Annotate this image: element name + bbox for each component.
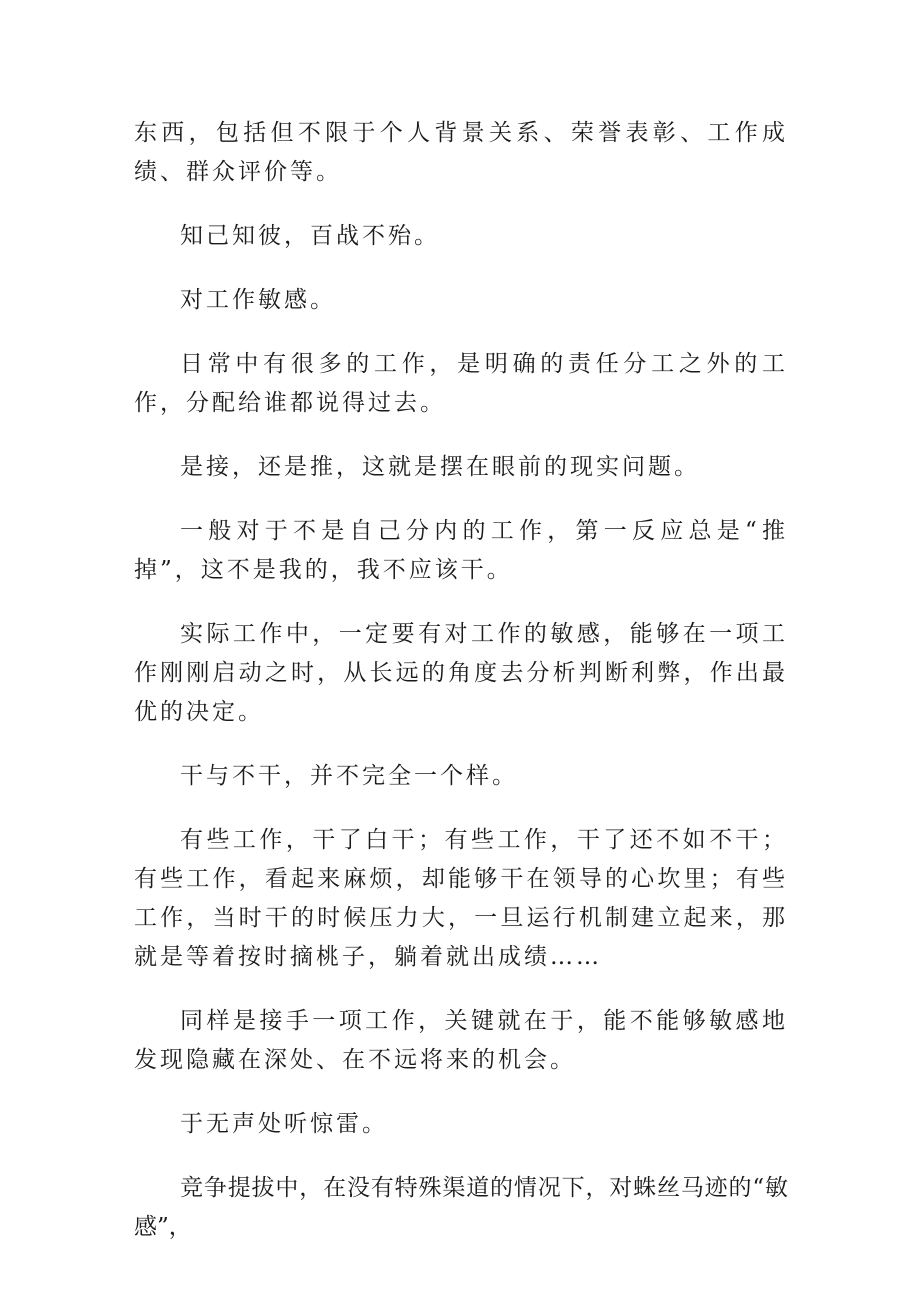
- paragraph-3: 对工作敏感。: [180, 287, 336, 313]
- paragraph-12: 竞争提拔中，在没有特殊渠道的情况下，对蛛丝马迹的“敏感”，: [134, 1175, 788, 1240]
- paragraph-7: 实际工作中，一定要有对工作的敏感，能够在一项工作刚刚启动之时，从长远的角度去分析判断利弊，作出最优的决定。: [134, 621, 788, 725]
- paragraph-10: 同样是接手一项工作，关键就在于，能不能够敏感地发现隐藏在深处、在不远将来的机会。: [134, 1008, 788, 1073]
- paragraph-6: 一般对于不是自己分内的工作，第一反应总是“推掉”，这不是我的，我不应该干。: [134, 518, 788, 583]
- document-body: [134, 114, 788, 1272]
- paragraph-4: 日常中有很多的工作，是明确的责任分工之外的工作，分配给谁都说得过去。: [134, 351, 788, 416]
- paragraph-11: 于无声处听惊雷。: [180, 1111, 388, 1137]
- paragraph-8: 干与不干，并不完全一个样。: [180, 763, 518, 789]
- paragraph-5: 是接，还是推，这就是摆在眼前的现实问题。: [180, 454, 700, 480]
- paragraph-1: 东西，包括但不限于个人背景关系、荣誉表彰、工作成绩、群众评价等。: [134, 120, 788, 185]
- paragraph-9: 有些工作，干了白干；有些工作，干了还不如不干；有些工作，看起来麻烦，却能够干在领导的心坎里；有些工作，当时干的时候压力大，一旦运行机制建立起来，那就是等着按时摘桃子，躺着就出成绩……: [134, 827, 788, 970]
- paragraph-2: 知己知彼，百战不殆。: [180, 223, 440, 249]
